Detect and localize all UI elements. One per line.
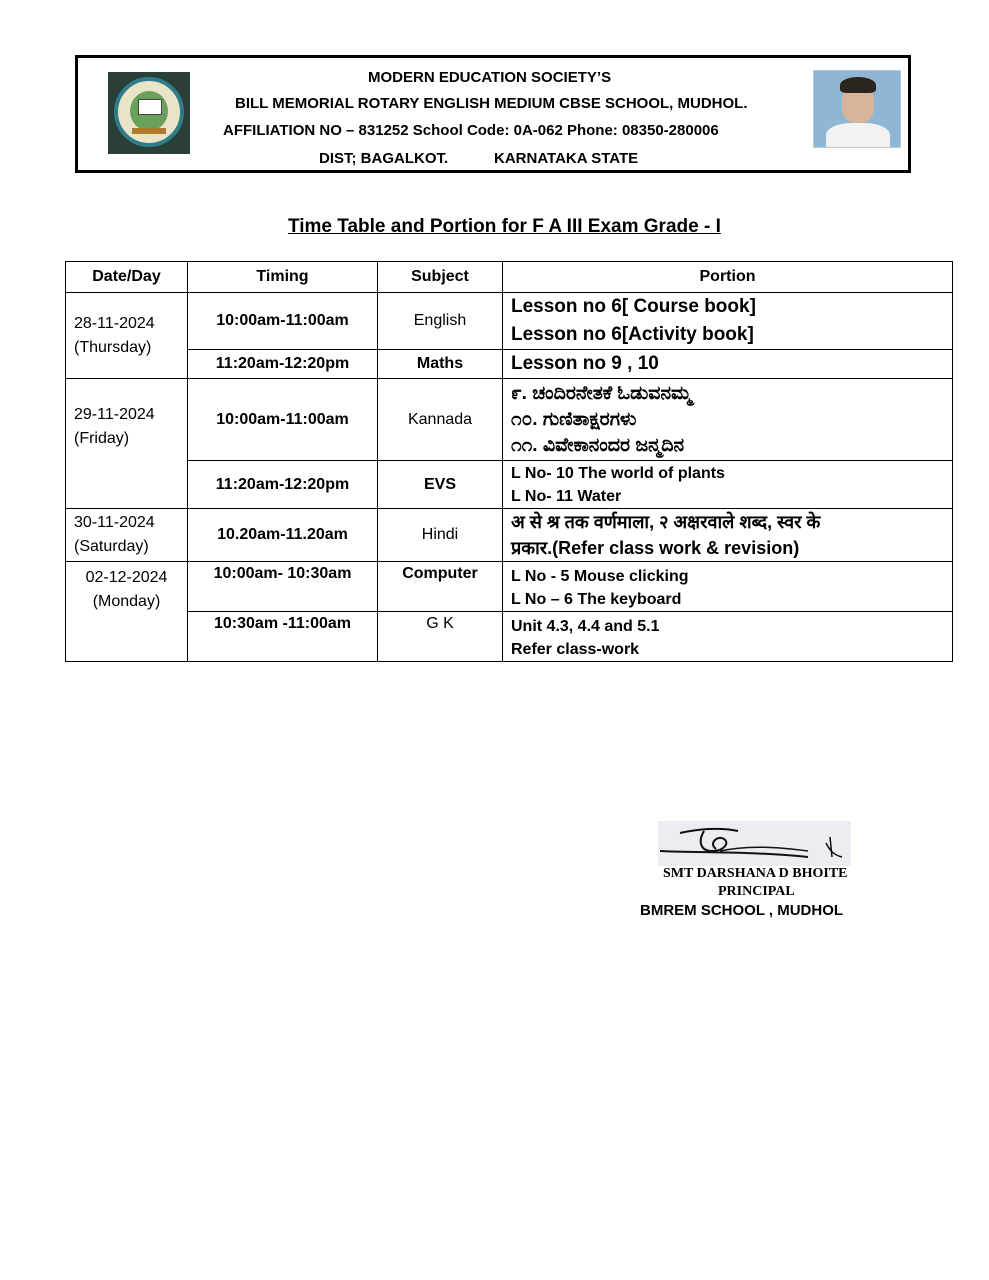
date-cell [66, 509, 188, 562]
photo-shirt [826, 123, 890, 148]
portion-line: प्रकार.(Refer class work & revision) [511, 538, 800, 558]
portion-line: L No- 11 Water [511, 487, 622, 505]
subject-cell: English [378, 293, 503, 350]
page-title: Time Table and Portion for F A III Exam Grade - I [288, 216, 721, 237]
table-header-row [66, 262, 953, 293]
header-affiliation: AFFILIATION NO – 831252 School Code: 0A-062 Phone: 08350-280006 [223, 122, 719, 139]
table-row [66, 461, 953, 509]
signature-image [658, 821, 851, 866]
timing-cell: 11:20am-12:20pm [188, 350, 378, 379]
portion-line: Lesson no 6[ Course book] [511, 296, 756, 317]
header-subject: Subject [378, 262, 503, 293]
school-logo [108, 72, 190, 154]
photo-hair [840, 77, 876, 93]
portion-line: Lesson no 9 , 10 [511, 353, 659, 374]
portion-line: ೧೦. ಗುಣಿತಾಕ್ಷರಗಳು [511, 408, 637, 430]
timing-cell: 10:00am-11:00am [188, 379, 378, 461]
timing-cell: 10:30am -11:00am [188, 612, 378, 662]
portion-line: Unit 4.3, 4.4 and 5.1 [511, 618, 660, 635]
header-society: MODERN EDUCATION SOCIETY’S [368, 69, 612, 86]
portion-line: L No- 10 The world of plants [511, 464, 725, 482]
principal-designation: PRINCIPAL [718, 884, 795, 899]
timing-cell: 10.20am-11.20am [188, 509, 378, 562]
table-row [66, 379, 953, 461]
subject-cell: Hindi [378, 509, 503, 562]
header-district: DIST; BAGALKOT. [319, 150, 449, 167]
portion-cell [503, 293, 953, 350]
portion-line: ೧೧. ವಿವೇಕಾನಂದರ ಜನ್ಮದಿನ [511, 434, 685, 456]
date-cell [66, 379, 188, 509]
date: 28-11-2024 [74, 314, 155, 332]
portion-line: Refer class-work [511, 641, 640, 658]
day: (Thursday) [74, 338, 152, 356]
timing-cell: 10:00am-11:00am [188, 293, 378, 350]
date: 02-12-2024 [85, 569, 168, 586]
timing-cell: 10:00am- 10:30am [188, 562, 378, 612]
day: (Friday) [74, 430, 130, 447]
header-timing: Timing [188, 262, 378, 293]
subject-cell: G K [378, 612, 503, 662]
portion-line: L No – 6 The keyboard [511, 591, 682, 608]
logo-lamp-icon [132, 128, 166, 134]
table-row [66, 562, 953, 612]
portion-cell [503, 509, 953, 562]
timing-cell: 11:20am-12:20pm [188, 461, 378, 509]
portion-line: Lesson no 6[Activity book] [511, 324, 754, 345]
header-school-name: BILL MEMORIAL ROTARY ENGLISH MEDIUM CBSE SCHOOL, MUDHOL. [235, 95, 748, 112]
principal-name: SMT DARSHANA D BHOITE [663, 866, 848, 881]
timetable [65, 261, 953, 662]
table-row [66, 509, 953, 562]
logo-ring [114, 77, 184, 147]
date-cell [66, 562, 188, 662]
day: (Saturday) [74, 538, 149, 555]
school-short-name: BMREM SCHOOL , MUDHOL [640, 902, 844, 919]
subject-cell: Maths [378, 350, 503, 379]
date: 29-11-2024 [74, 406, 155, 423]
subject-cell: EVS [378, 461, 503, 509]
table-row [66, 612, 953, 662]
portion-cell [503, 350, 953, 379]
portion-cell [503, 562, 953, 612]
portion-cell [503, 379, 953, 461]
principal-photo [813, 70, 901, 148]
header-portion: Portion [503, 262, 953, 293]
header-date: Date/Day [66, 262, 188, 293]
signature-scribble [658, 821, 851, 866]
date: 30-11-2024 [74, 514, 155, 531]
table-row [66, 350, 953, 379]
subject-cell: Computer [378, 562, 503, 612]
logo-book-icon [138, 99, 162, 115]
portion-line: L No - 5 Mouse clicking [511, 568, 689, 585]
table-row [66, 293, 953, 350]
header-state: KARNATAKA STATE [494, 150, 639, 167]
portion-cell [503, 612, 953, 662]
date-cell [66, 293, 188, 379]
subject-cell: Kannada [378, 379, 503, 461]
day: (Monday) [92, 593, 161, 610]
letterhead [75, 55, 911, 173]
portion-line: ೯. ಚಂದಿರನೇತಕೆ ಓಡುವನಮ್ಮ [511, 382, 692, 404]
portion-line: अ से श्र तक वर्णमाला, २ अक्षरवाले शब्द, स्वर के [511, 512, 821, 532]
portion-cell [503, 461, 953, 509]
